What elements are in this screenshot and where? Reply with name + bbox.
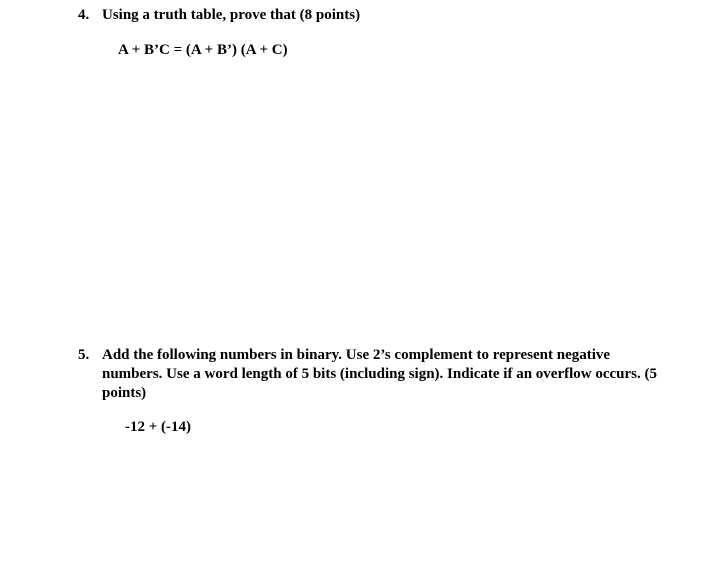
question-5-expression: -12 + (-14) [125, 419, 192, 435]
question-4-prompt: Using a truth table, prove that (8 points) [102, 7, 361, 23]
question-5-prompt: Add the following numbers in binary. Use 2’s complement to represent negative numbers. Use a word length of 5 bits (including sign). Indicate if an overflow occurs. (5 points) [102, 347, 658, 401]
question-4-number: 4. [78, 7, 90, 23]
question-5-number: 5. [78, 347, 90, 363]
question-4 [78, 6, 638, 25]
question-5 [78, 346, 658, 403]
question-4-expression: A + B’C = (A + B’) (A + C) [118, 42, 288, 58]
